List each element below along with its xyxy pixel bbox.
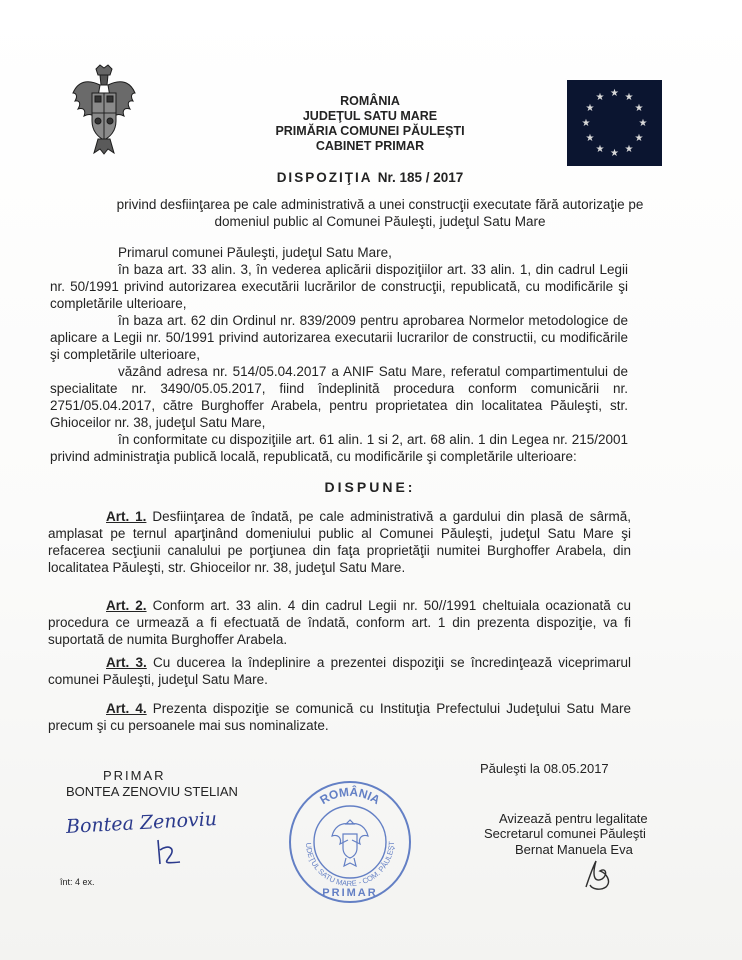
article-3: [48, 654, 631, 688]
svg-text:★: ★: [610, 148, 619, 159]
stamp-ring-text: UDEŢUL SATU MARE - COM. PĂULEŞT: [303, 840, 397, 889]
mayor-name: BONTEA ZENOVIU STELIAN: [66, 784, 238, 799]
place-date: Păuleşti la 08.05.2017: [480, 761, 609, 776]
article-4: [48, 700, 631, 734]
header-country: ROMÂNIA: [340, 94, 400, 108]
svg-text:★: ★: [595, 144, 605, 155]
svg-text:★: ★: [634, 103, 644, 114]
svg-text:★: ★: [595, 92, 605, 103]
subtitle-line-1: privind desfiinţarea pe cale administrativă a unei construcţii executate fără autorizaţie pe: [116, 197, 644, 212]
article-3-text: Cu ducerea la îndeplinire a prezentei dispoziţii se încredinţează viceprimarul comunei Păuleşti, judeţul Satu Mare.: [48, 655, 631, 687]
stamp-top-text: ROMÂNIA: [317, 784, 383, 808]
article-2-label: Art. 2.: [106, 598, 147, 613]
svg-text:★: ★: [581, 118, 591, 129]
svg-text:★: ★: [610, 88, 619, 99]
article-1-text: Desfiinţarea de îndată, pe cale administrativă a gardului din plasă de sârmă, amplasat pe ternul aparţinând domeniului public al Comunei Păuleşti, judeţul Satu Mare şi refacerea secţiunii canalului pe porţiunea din faţa proprietăţii numitei Burghoffer Arabela, din localitatea Păuleşti, str. Ghioceilor nr. 38, judeţul Satu Mare.: [48, 509, 631, 575]
mayor-signature: Bontea Zenoviu: [65, 808, 218, 838]
svg-text:★: ★: [585, 133, 595, 144]
article-1: [48, 508, 631, 576]
eu-flag-icon: [567, 80, 662, 166]
preamble-paragraph-3: în baza art. 62 din Ordinul nr. 839/2009 pentru aprobarea Normelor metodologice de aplicare a Legii nr. 50/1991 privind autorizarea executarii lucrarilor de constructii, cu modificările şi completările ulterioare,: [50, 313, 628, 362]
preamble-paragraph-5: în conformitate cu dispoziţiile art. 61 alin. 1 si 2, art. 68 alin. 1 din Legea nr. 215/2001 privind administraţia publică locală, republicată, cu modificările şi completările ulterioare:: [50, 432, 628, 464]
article-2: [48, 597, 631, 648]
legal-review-line-2: Secretarul comunei Păuleşti: [484, 826, 646, 841]
article-4-text: Prezenta dispoziţie se comunică cu Instituţia Prefectului Judeţului Satu Mare precum şi cu persoanele mai sus nominalizate.: [48, 701, 631, 733]
article-4-label: Art. 4.: [106, 701, 147, 716]
dispune-heading: DISPUNE:: [324, 479, 416, 495]
header-townhall: PRIMĂRIA COMUNEI PĂULEŞTI: [275, 124, 465, 138]
title-number: Nr. 185 / 2017: [377, 170, 464, 185]
header-county: JUDEŢUL SATU MARE: [302, 109, 438, 123]
secretary-signature-icon: [580, 857, 620, 895]
legal-review-line-3: Bernat Manuela Eva: [515, 842, 633, 857]
header-office: CABINET PRIMAR: [315, 139, 425, 153]
legal-review-line-1: Avizează pentru legalitate: [499, 811, 648, 826]
subtitle-line-2: domeniul public al Comunei Păuleşti, judeţul Satu Mare: [214, 214, 546, 229]
article-2-text: Conform art. 33 alin. 4 din cadrul Legii nr. 50//1991 cheltuiala ocazionată cu procedura ce urmează a fi efectuată de îndată, conform art. 1 din prezenta dispoziţie, va fi suportată de numita Burghoffer Arabela.: [48, 598, 631, 647]
svg-text:★: ★: [585, 103, 595, 114]
preamble-paragraph-1: Primarul comunei Păuleşti, judeţul Satu Mare,: [118, 245, 392, 260]
preamble-paragraph-4: văzând adresa nr. 514/05.04.2017 a ANIF Satu Mare, referatul compartimentului de specialitate nr. 3490/05.05.2017, fiind îndeplinită procedura conform comunicării nr. 2751/05.04.2017, către Burghoffer Arabela, pentru proprietatea din localitatea Păuleşti, str. Ghioceilor nr. 38, judeţul Satu Mare,: [50, 364, 628, 430]
mayor-title: PRIMAR: [103, 768, 166, 783]
mayor-initial-signature-icon: [150, 836, 190, 870]
copies-note: înt: 4 ex.: [60, 877, 95, 887]
coat-of-arms-icon: [70, 63, 138, 155]
article-1-label: Art. 1.: [106, 509, 147, 524]
svg-text:★: ★: [634, 133, 644, 144]
document-subtitle: [90, 196, 670, 230]
title-text: DISPOZIŢIA: [276, 170, 372, 185]
stamp-bottom-text: PRIMAR: [322, 887, 378, 899]
svg-text:★: ★: [624, 144, 634, 155]
svg-text:★: ★: [638, 118, 648, 129]
document-title: [150, 170, 590, 185]
official-stamp-icon: [286, 778, 414, 906]
preamble-paragraph-2: în baza art. 33 alin. 3, în vederea aplicării dispoziţiilor art. 33 alin. 1, din cadrul Legii nr. 50/1991 privind autorizarea executării lucrărilor de construcţii, republicată, cu modificările şi completările ulterioare,: [50, 262, 628, 311]
article-3-label: Art. 3.: [106, 655, 147, 670]
svg-text:★: ★: [624, 92, 634, 103]
